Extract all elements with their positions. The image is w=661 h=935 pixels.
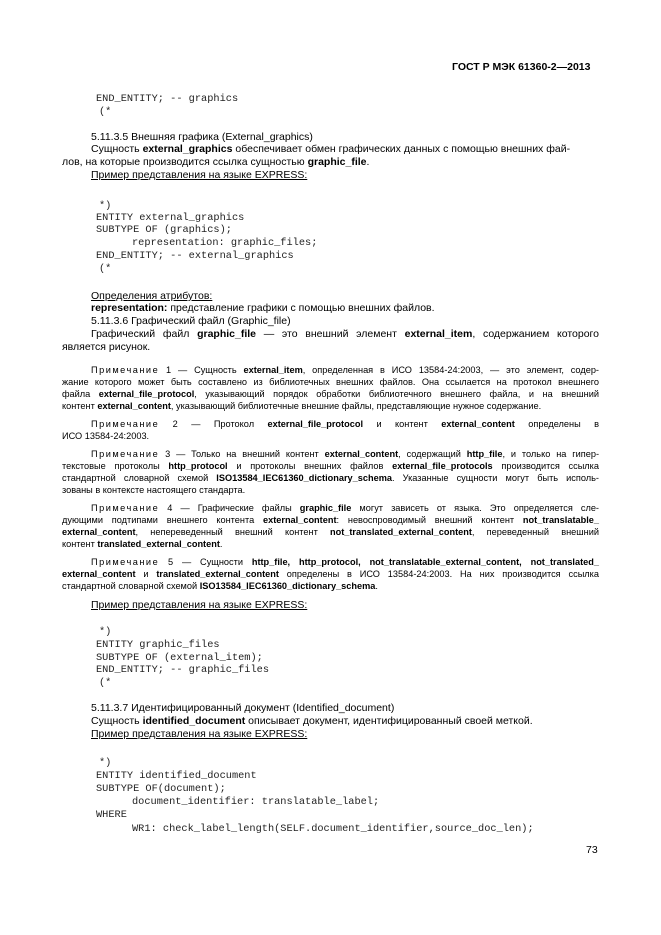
- example-heading: Пример представления на языке EXPRESS:: [91, 728, 308, 740]
- note-line: Примечание 1 — Сущность external_item, определенная в ИСО 13584-24:2003, — это элемент, содер-: [91, 365, 599, 375]
- section-title: 5.11.3.5 Внешняя графика (External_graphics): [91, 131, 313, 143]
- note-line: файла external_file_protocol, указывающий порядок обработки библиотечного внешнего файла, и на внешний: [62, 389, 599, 399]
- code-line: WR1: check_label_length(SELF.document_identifier,source_doc_len);: [132, 823, 534, 835]
- code-line: *): [99, 626, 112, 638]
- example-heading: Пример представления на языке EXPRESS:: [91, 599, 308, 611]
- note-line: текстовые протоколы http_protocol и протоколы внешних файлов external_file_protocols производится ссылка: [62, 461, 600, 471]
- code-line: document_identifier: translatable_label;: [132, 796, 380, 808]
- note-line: Примечание 2 — Протокол external_file_protocol и контент external_content определены в: [91, 419, 600, 429]
- code-line: (*: [99, 677, 112, 689]
- paragraph-line: Сущность identified_document описывает документ, идентифицированный своей меткой.: [91, 715, 533, 727]
- code-line: SUBTYPE OF (external_item);: [96, 652, 263, 664]
- code-line: (*: [99, 106, 112, 118]
- code-line: (*: [99, 263, 112, 275]
- code-line: *): [99, 757, 112, 769]
- code-line: representation: graphic_files;: [132, 237, 318, 249]
- code-line: END_ENTITY; -- graphic_files: [96, 664, 270, 676]
- note-line: стандартной словарной схемой ISO13584_IEC61360_dictionary_schema.: [62, 581, 378, 591]
- note-line: контент translated_external_content.: [62, 539, 223, 549]
- paragraph-line: является рисунок.: [62, 341, 151, 353]
- attributes-heading: Определения атрибутов:: [91, 290, 213, 302]
- paragraph-line: Сущность external_graphics обеспечивает обмен графических данных с помощью внешних фай-: [91, 143, 571, 155]
- code-line: ENTITY external_graphics: [96, 212, 245, 224]
- code-line: END_ENTITY; -- external_graphics: [96, 250, 294, 262]
- standard-header: ГОСТ Р МЭК 61360-2—2013: [452, 61, 591, 73]
- note-line: external_content, непереведенный внешний контент not_translated_external_content, переведенный внешний: [62, 527, 599, 537]
- note-line: контент external_content, указывающий библиотечные внешние файлы, представляющие нужное содержание.: [62, 401, 542, 411]
- code-line: SUBTYPE OF(document);: [96, 783, 226, 795]
- code-line: END_ENTITY; -- graphics: [96, 93, 239, 105]
- note-line: зованы в контексте настоящего стандарта.: [62, 485, 246, 495]
- page-number: 73: [586, 844, 598, 856]
- code-line: *): [99, 200, 112, 212]
- code-line: WHERE: [96, 809, 127, 821]
- note-line: Примечание 4 — Графические файлы graphic_file могут зависеть от языка. Это определяется сле-: [91, 503, 599, 513]
- note-line: Примечание 5 — Сущности http_file, http_protocol, not_translatable_external_content, not_translated_: [91, 557, 599, 567]
- paragraph-line: Графический файл graphic_file — это внешний элемент external_item, содержанием которого: [91, 328, 599, 340]
- note-line: дующими подтипами внешнего контента external_content: невоспроводимый внешний контент not_translatable_: [62, 515, 599, 525]
- note-line: Примечание 3 — Только на внешний контент external_content, содержащий http_file, и только на гипер-: [91, 449, 599, 459]
- note-line: ИСО 13584-24:2003.: [62, 431, 150, 441]
- section-title: 5.11.3.7 Идентифицированный документ (Identified_document): [91, 702, 395, 714]
- code-line: SUBTYPE OF (graphics);: [96, 224, 232, 236]
- paragraph-line: лов, на которые производится ссылка сущностью graphic_file.: [62, 156, 370, 168]
- code-line: ENTITY identified_document: [96, 770, 257, 782]
- example-heading: Пример представления на языке EXPRESS:: [91, 169, 308, 181]
- note-line: жание которого может быть составлено из библиотечных внешних файлов. Она ссылается на протокол внешнего: [62, 377, 599, 387]
- attribute-definition: representation: представление графики с помощью внешних файлов.: [91, 302, 435, 314]
- code-line: ENTITY graphic_files: [96, 639, 220, 651]
- section-title: 5.11.3.6 Графический файл (Graphic_file): [91, 315, 291, 327]
- note-line: стандартной словарной схемой ISO13584_IEC61360_dictionary_schema. Указанные сущности могут быть исполь-: [62, 473, 599, 483]
- note-line: external_content и translated_external_content определены в ИСО 13584-24:2003. На них производится ссылка: [62, 569, 599, 579]
